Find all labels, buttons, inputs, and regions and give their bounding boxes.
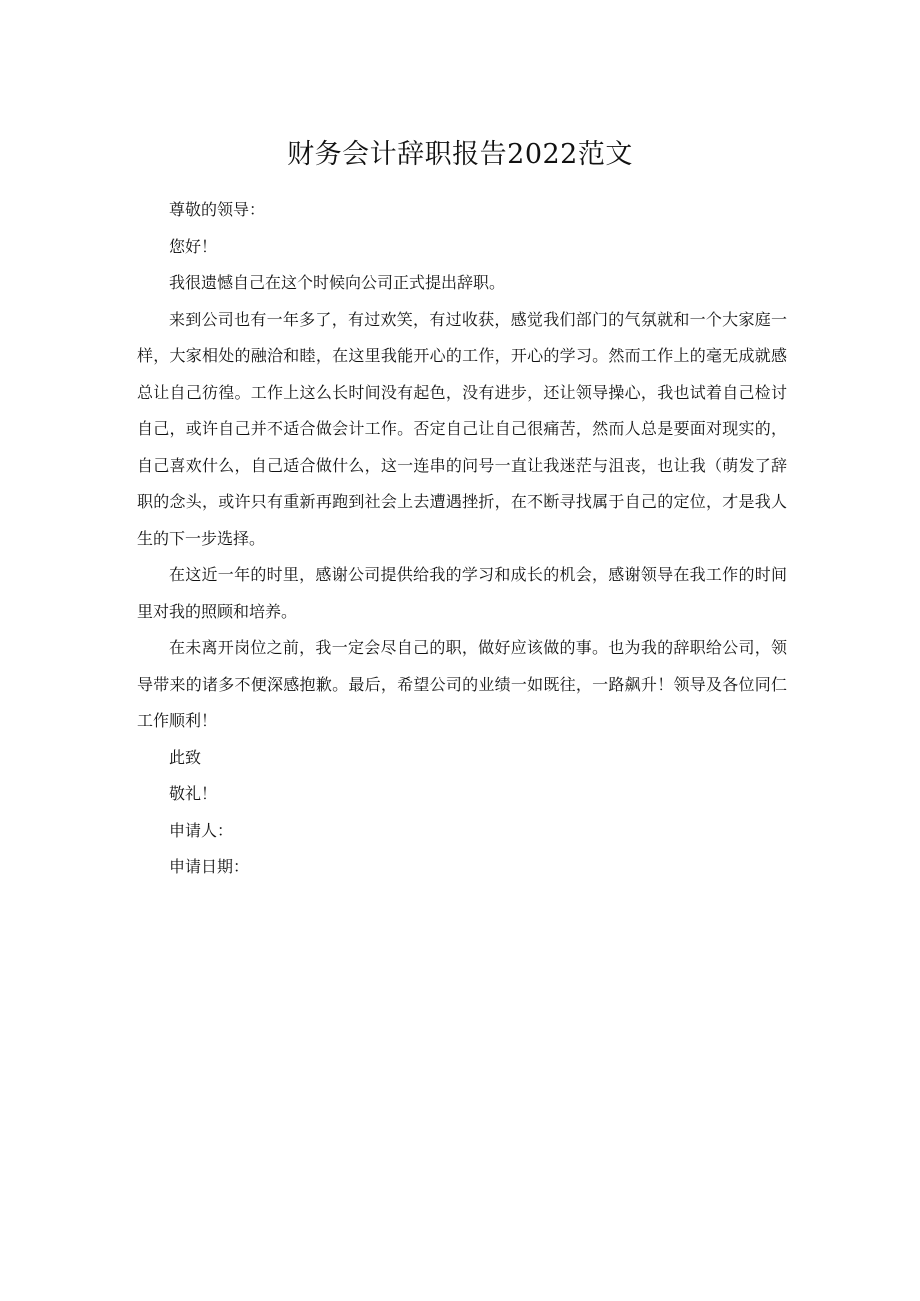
greeting: 您好！ xyxy=(169,236,218,256)
salutation: 尊敬的领导： xyxy=(169,200,266,219)
closing-phrase: 此致 xyxy=(169,747,202,767)
applicant-label: 申请人： xyxy=(169,820,234,840)
body-paragraph: 来到公司也有一年多了，有过欢笑，有过收获，感觉我们部门的气氛就和一个大家庭一样，大家相处的融洽和睦，在这里我能开心的工作，开心的学习。然而工作上的毫无成就感总让自己彷徨。工作上这么长时间没有起色，没有进步，还让领导操心，我也试着自己检讨自己，或许自己并不适合做会计工作。否定自己让自己很痛苦，然而人总是要面对现实的，自己喜欢什么，自己适合做什么，这一连串的问号一直让我迷茫与沮丧，也让我（萌发了辞职的念头，或许只有重新再跑到社会上去遭遇挫折，在不断寻找属于自己的定位，才是我人生的下一步选择。 xyxy=(137,309,787,548)
document-title: 财务会计辞职报告2022范文 xyxy=(287,139,633,170)
document-body xyxy=(137,192,787,886)
closing-salute: 敬礼！ xyxy=(169,784,218,803)
body-paragraph: 在这近一年的时里，感谢公司提供给我的学习和成长的机会，感谢领导在我工作的时间里对我的照顾和培养。 xyxy=(137,565,787,621)
body-paragraph: 我很遗憾自己在这个时候向公司正式提出辞职。 xyxy=(169,273,506,292)
application-date-label: 申请日期： xyxy=(169,857,250,876)
body-paragraph: 在未离开岗位之前，我一定会尽自己的职，做好应该做的事。也为我的辞职给公司，领导带来的诸多不便深感抱歉。最后，希望公司的业绩一如既往，一路飙升！领导及各位同仁工作顺利！ xyxy=(137,638,787,730)
